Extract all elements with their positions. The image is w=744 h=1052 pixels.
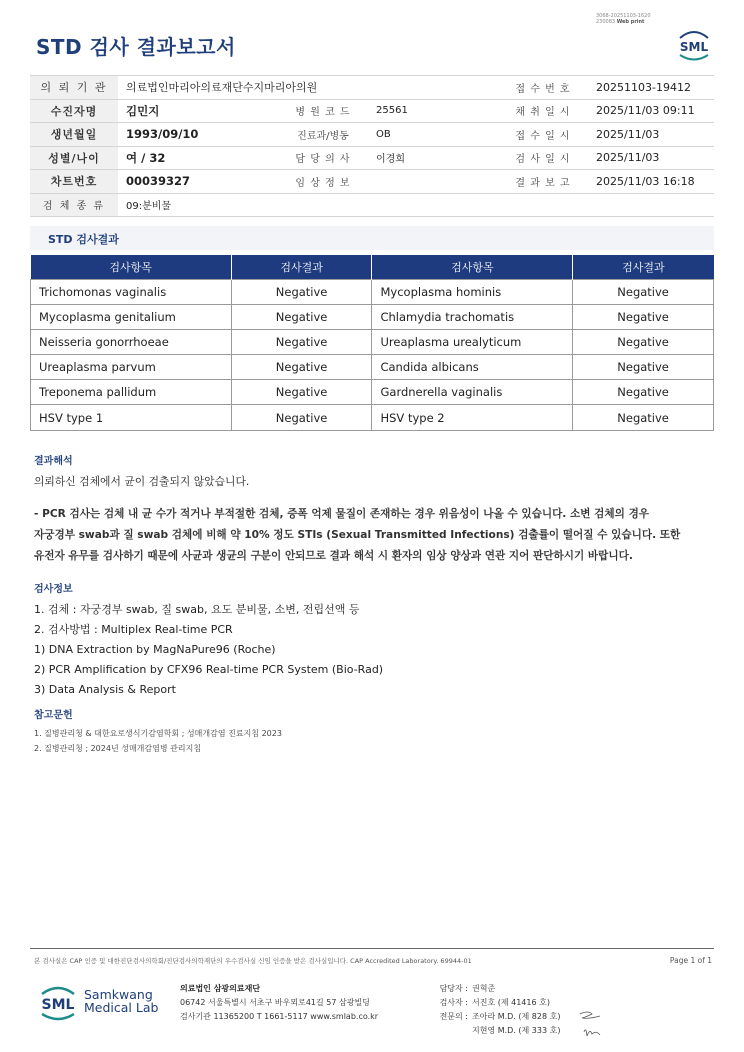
clinical-info-value — [368, 170, 498, 194]
table-row — [31, 405, 714, 430]
staff-row — [428, 996, 560, 1010]
brand-line-2: Medical Lab — [84, 1000, 159, 1015]
test-info-line: 3) Data Analysis & Report — [34, 683, 176, 696]
test-item: Mycoplasma hominis — [372, 279, 573, 304]
test-info-line: 1. 검체 : 자궁경부 swab, 질 swab, 요도 분비물, 소변, 전립선액 등 — [34, 603, 360, 616]
interpretation-body — [34, 504, 714, 567]
institution-value: 의료법인마리아의료재단수지마리아의원 — [126, 81, 318, 95]
specimen-label: 검 체 종 류 — [30, 193, 118, 217]
test-result: Negative — [573, 405, 714, 430]
test-date-value: 2025/11/03 — [596, 151, 660, 165]
test-result: Negative — [231, 304, 372, 329]
test-item: Treponema pallidum — [31, 380, 232, 405]
page-number: Page 1 of 1 — [669, 956, 712, 965]
staff-value: 권혁준 — [472, 984, 496, 993]
receipt-date-label: 접 수 일 시 — [515, 130, 571, 142]
staff-label: 담당자 : — [439, 984, 468, 993]
sml-logo-bottom-icon — [36, 980, 80, 1024]
test-info-list — [34, 600, 383, 700]
staff-label: 검사자 : — [439, 998, 468, 1007]
institution-info — [180, 982, 378, 1024]
staff-list — [428, 982, 560, 1038]
table-row — [31, 304, 714, 329]
patient-value: 김민지 — [126, 103, 160, 118]
staff-label: 전문의 : — [439, 1012, 468, 1021]
clinical-info-label: 임 상 정 보 — [295, 177, 351, 189]
staff-row — [428, 982, 560, 996]
col-header-result-left: 검사결과 — [231, 255, 372, 279]
brand-name — [84, 988, 158, 1014]
references-title: 참고문헌 — [34, 710, 73, 721]
staff-row — [428, 1010, 560, 1024]
staff-value: 서진호 (제 41416 호) — [472, 998, 550, 1007]
interpretation-line-2: 자궁경부 swab과 질 swab 검체에 비해 약 10% 정도 STIs (Sexual Transmitted Infections) 검출률이 떨어질 수 있습니다. 또한 — [34, 529, 681, 541]
page-title: STD 검사 결과보고서 — [36, 35, 236, 59]
test-item: Trichomonas vaginalis — [31, 279, 232, 304]
receipt-date-value: 2025/11/03 — [596, 127, 660, 141]
test-result: Negative — [573, 304, 714, 329]
signature-icon — [578, 1008, 606, 1040]
receipt-no-label: 접 수 번 호 — [515, 83, 571, 95]
interpretation-title: 결과해석 — [34, 456, 73, 467]
table-row — [31, 380, 714, 405]
specimen-value: 09:분비물 — [126, 201, 172, 213]
report-date-value: 2025/11/03 16:18 — [596, 174, 695, 188]
chart-no-value: 00039327 — [126, 174, 191, 189]
dept-value: OB — [376, 128, 391, 140]
table-row — [31, 329, 714, 354]
test-date-label: 검 사 일 시 — [515, 154, 571, 166]
sml-logo-icon — [674, 24, 714, 64]
test-result: Negative — [231, 279, 372, 304]
table-row — [31, 355, 714, 380]
report-date-label: 결 과 보 고 — [515, 177, 571, 189]
test-result: Negative — [231, 380, 372, 405]
hospital-code-label: 병 원 코 드 — [295, 107, 351, 119]
test-result: Negative — [573, 380, 714, 405]
references-list — [34, 726, 282, 756]
staff-value: 조아라 M.D. (제 828 호) — [472, 1012, 561, 1021]
test-item: HSV type 1 — [31, 405, 232, 430]
sex-age-label: 성별/나이 — [30, 146, 118, 170]
test-result: Negative — [231, 329, 372, 354]
std-results-table — [30, 255, 714, 431]
interpretation-line-1: - PCR 검사는 검체 내 균 수가 적거나 부적절한 검체, 증폭 억제 물질이 존재하는 경우 위음성이 나올 수 있습니다. 소변 검체의 경우 — [34, 508, 650, 520]
results-section-title: STD 검사결과 — [48, 233, 119, 246]
doctor-value: 이경희 — [376, 154, 405, 166]
test-item: Candida albicans — [372, 355, 573, 380]
test-item: Chlamydia trachomatis — [372, 304, 573, 329]
doc-code-line2: 230083 — [596, 19, 616, 25]
test-info-line: 2. 검사방법 : Multiplex Real-time PCR — [34, 623, 233, 636]
logo-top-text: SML — [679, 40, 709, 54]
web-print-label: Web print — [616, 19, 645, 25]
test-item: Ureaplasma urealyticum — [372, 329, 573, 354]
staff-value: 지현영 M.D. (제 333 호) — [472, 1026, 561, 1035]
collect-date-label: 채 취 일 시 — [515, 107, 571, 119]
document-code — [596, 13, 666, 25]
test-result: Negative — [231, 405, 372, 430]
hospital-code-value: 25561 — [376, 105, 408, 117]
test-info-line: 2) PCR Amplification by CFX96 Real-time PCR System (Bio-Rad) — [34, 663, 384, 676]
dob-label: 생년월일 — [30, 123, 118, 147]
interpretation-summary: 의뢰하신 검체에서 균이 검출되지 않았습니다. — [34, 475, 250, 488]
sex-age-value: 여 / 32 — [126, 150, 166, 165]
footer-divider — [30, 948, 714, 949]
staff-label — [428, 1024, 468, 1038]
test-info-title: 검사정보 — [34, 584, 73, 595]
interpretation-line-3: 유전자 유무를 검사하기 때문에 사균과 생균의 구분이 안되므로 결과 해석 시 환자의 임상 양상과 연관 지어 판단하시기 바랍니다. — [34, 550, 633, 562]
doctor-label: 담 당 의 사 — [295, 154, 351, 166]
collect-date-value: 2025/11/03 09:11 — [596, 104, 695, 118]
test-info-line: 1) DNA Extraction by MagNaPure96 (Roche) — [34, 643, 276, 656]
chart-no-label: 차트번호 — [30, 170, 118, 194]
patient-label: 수진자명 — [30, 99, 118, 123]
institution-name: 의료법인 삼광의료재단 — [180, 984, 261, 993]
patient-info-table — [30, 75, 714, 217]
dept-label: 진료과/병동 — [297, 130, 349, 142]
col-header-result-right: 검사결과 — [573, 255, 714, 279]
test-result: Negative — [231, 355, 372, 380]
accreditation-note: 본 검사실은 CAP 인증 및 대한진단검사의학회/진단검사의학재단의 우수검사실 신임 인증을 받은 검사실입니다. CAP Accredited Laboratory. 69944-01 — [34, 957, 472, 965]
table-row — [31, 279, 714, 304]
test-item: Ureaplasma parvum — [31, 355, 232, 380]
test-item: Gardnerella vaginalis — [372, 380, 573, 405]
logo-bottom-text: SML — [41, 997, 75, 1013]
reference-line: 1. 질병관리청 & 대한요로생식기감염학회 ; 성매개감염 진료지침 2023 — [34, 729, 282, 738]
doc-code-line1: 3068-20251103-1620 — [596, 13, 651, 19]
col-header-item-right: 검사항목 — [372, 255, 573, 279]
test-item: Mycoplasma genitalium — [31, 304, 232, 329]
test-item: HSV type 2 — [372, 405, 573, 430]
test-result: Negative — [573, 279, 714, 304]
col-header-item-left: 검사항목 — [31, 255, 232, 279]
institution-contact: 검사기관 11365200 T 1661-5117 www.smlab.co.kr — [180, 1012, 379, 1021]
receipt-no-value: 20251103-19412 — [596, 80, 691, 94]
test-result: Negative — [573, 355, 714, 380]
test-item: Neisseria gonorrhoeae — [31, 329, 232, 354]
institution-address: 06742 서울특별시 서초구 바우뫼로41길 57 삼광빌딩 — [180, 998, 370, 1007]
brand-line-1: Samkwang — [84, 987, 153, 1002]
test-result: Negative — [573, 329, 714, 354]
dob-value: 1993/09/10 — [126, 127, 199, 142]
results-section-header — [30, 226, 714, 250]
institution-label: 의 뢰 기 관 — [30, 76, 118, 100]
staff-row — [428, 1024, 560, 1038]
reference-line: 2. 질병관리청 ; 2024년 성매개감염병 관리지침 — [34, 744, 202, 753]
